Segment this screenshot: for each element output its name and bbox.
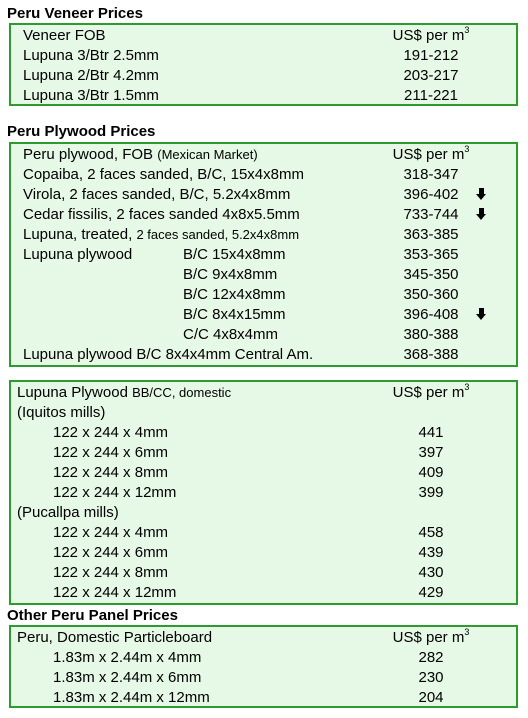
table-row bbox=[11, 46, 516, 66]
table-row bbox=[11, 483, 516, 503]
row-label: Lupuna plywood bbox=[23, 246, 133, 263]
row-value: 353-365 bbox=[403, 246, 459, 263]
table-header bbox=[11, 26, 516, 46]
row-label: Virola, 2 faces sanded, B/C, 5.2x4x8mm bbox=[23, 186, 291, 203]
row-label: 1.83m x 2.44m x 12mm bbox=[53, 689, 210, 706]
table-row bbox=[11, 265, 516, 285]
row-label: Cedar fissilis, 2 faces sanded 4x8x5.5mm bbox=[23, 206, 300, 223]
row-label: Lupuna 3/Btr 2.5mm bbox=[23, 47, 159, 64]
row-label: 122 x 244 x 8mm bbox=[53, 564, 169, 581]
row-label: 122 x 244 x 8mm bbox=[53, 464, 169, 481]
panel-price-table bbox=[9, 625, 518, 708]
row-label: 122 x 244 x 6mm bbox=[53, 444, 169, 461]
table-row bbox=[11, 305, 516, 325]
table-row bbox=[11, 185, 516, 205]
row-spec: C/C 4x8x4mm bbox=[183, 326, 279, 343]
veneer-price-table bbox=[9, 23, 518, 106]
row-label: 122 x 244 x 4mm bbox=[53, 424, 169, 441]
row-value: 397 bbox=[418, 444, 444, 461]
row-label: Lupuna, treated, 2 faces sanded, 5.2x4x8mm bbox=[23, 226, 300, 243]
table-row bbox=[11, 463, 516, 483]
group-label bbox=[11, 403, 516, 423]
row-label: Lupuna plywood B/C 8x4x4mm Central Am. bbox=[23, 346, 314, 363]
row-label: 1.83m x 2.44m x 6mm bbox=[53, 669, 202, 686]
row-label: 1.83m x 2.44m x 4mm bbox=[53, 649, 202, 666]
table-row bbox=[11, 165, 516, 185]
group-label-pucallpa: (Pucallpa mills) bbox=[17, 504, 119, 521]
row-value: 399 bbox=[418, 484, 444, 501]
row-value: 396-402 bbox=[403, 186, 459, 203]
row-spec: B/C 8x4x15mm bbox=[183, 306, 286, 323]
row-value: 458 bbox=[418, 524, 444, 541]
row-value: 380-388 bbox=[403, 326, 459, 343]
row-value: 345-350 bbox=[403, 266, 459, 283]
table-row bbox=[11, 668, 516, 688]
table-header bbox=[11, 383, 516, 403]
table-row bbox=[11, 205, 516, 225]
panel-section-title: Other Peru Panel Prices bbox=[7, 607, 178, 624]
row-value: 363-385 bbox=[403, 226, 459, 243]
row-label: Lupuna 2/Btr 4.2mm bbox=[23, 67, 159, 84]
column-label: Peru, Domestic Particleboard bbox=[17, 629, 213, 646]
row-value: 191-212 bbox=[403, 47, 459, 64]
row-value: 230 bbox=[418, 669, 444, 686]
row-value: 430 bbox=[418, 564, 444, 581]
column-label: Peru plywood, FOB (Mexican Market) bbox=[23, 146, 258, 163]
table-row bbox=[11, 583, 516, 603]
row-spec: B/C 15x4x8mm bbox=[183, 246, 286, 263]
row-value: 204 bbox=[418, 689, 444, 706]
table-row bbox=[11, 345, 516, 365]
table-row bbox=[11, 443, 516, 463]
row-spec: B/C 12x4x8mm bbox=[183, 286, 286, 303]
plywood-section-title: Peru Plywood Prices bbox=[7, 123, 156, 140]
table-row bbox=[11, 86, 516, 106]
row-value: 203-217 bbox=[403, 67, 459, 84]
row-value: 439 bbox=[418, 544, 444, 561]
row-label: 122 x 244 x 12mm bbox=[53, 484, 177, 501]
table-row bbox=[11, 285, 516, 305]
table-header bbox=[11, 628, 516, 648]
table-row bbox=[11, 688, 516, 708]
table-row bbox=[11, 66, 516, 86]
column-label: Lupuna Plywood BB/CC, domestic bbox=[17, 384, 232, 401]
table-row bbox=[11, 523, 516, 543]
group-label-iquitos: (Iquitos mills) bbox=[17, 404, 106, 421]
table-row bbox=[11, 245, 516, 265]
unit-label: US$ per $m^3$ bbox=[392, 25, 470, 44]
row-value: 733-744 bbox=[403, 206, 459, 223]
row-value: 211-221 bbox=[404, 87, 458, 104]
unit-label: US$ per $m^3$ bbox=[392, 382, 470, 401]
table-row bbox=[11, 325, 516, 345]
table-row bbox=[11, 563, 516, 583]
row-value: 429 bbox=[418, 584, 444, 601]
table-header bbox=[11, 145, 516, 165]
row-value: 350-360 bbox=[403, 286, 459, 303]
row-label: 122 x 244 x 4mm bbox=[53, 524, 169, 541]
table-row bbox=[11, 543, 516, 563]
row-value: 396-408 bbox=[403, 306, 459, 323]
veneer-section-title: Peru Veneer Prices bbox=[7, 5, 143, 22]
table-row bbox=[11, 423, 516, 443]
row-value: 318-347 bbox=[403, 166, 459, 183]
column-label: Veneer FOB bbox=[23, 27, 106, 44]
row-value: 409 bbox=[418, 464, 444, 481]
plywood-price-table bbox=[9, 142, 518, 367]
row-value: 282 bbox=[418, 649, 444, 666]
table-row bbox=[11, 648, 516, 668]
unit-label: US$ per $m^3$ bbox=[392, 627, 470, 646]
row-label: 122 x 244 x 6mm bbox=[53, 544, 169, 561]
row-label: Copaiba, 2 faces sanded, B/C, 15x4x8mm bbox=[23, 166, 304, 183]
domestic-plywood-table bbox=[9, 380, 518, 605]
unit-label: US$ per $m^3$ bbox=[392, 144, 470, 163]
row-value: 368-388 bbox=[403, 346, 459, 363]
table-row bbox=[11, 225, 516, 245]
row-label: Lupuna 3/Btr 1.5mm bbox=[23, 87, 159, 104]
row-value: 441 bbox=[418, 424, 444, 441]
row-spec: B/C 9x4x8mm bbox=[183, 266, 278, 283]
row-label: 122 x 244 x 12mm bbox=[53, 584, 177, 601]
group-label bbox=[11, 503, 516, 523]
